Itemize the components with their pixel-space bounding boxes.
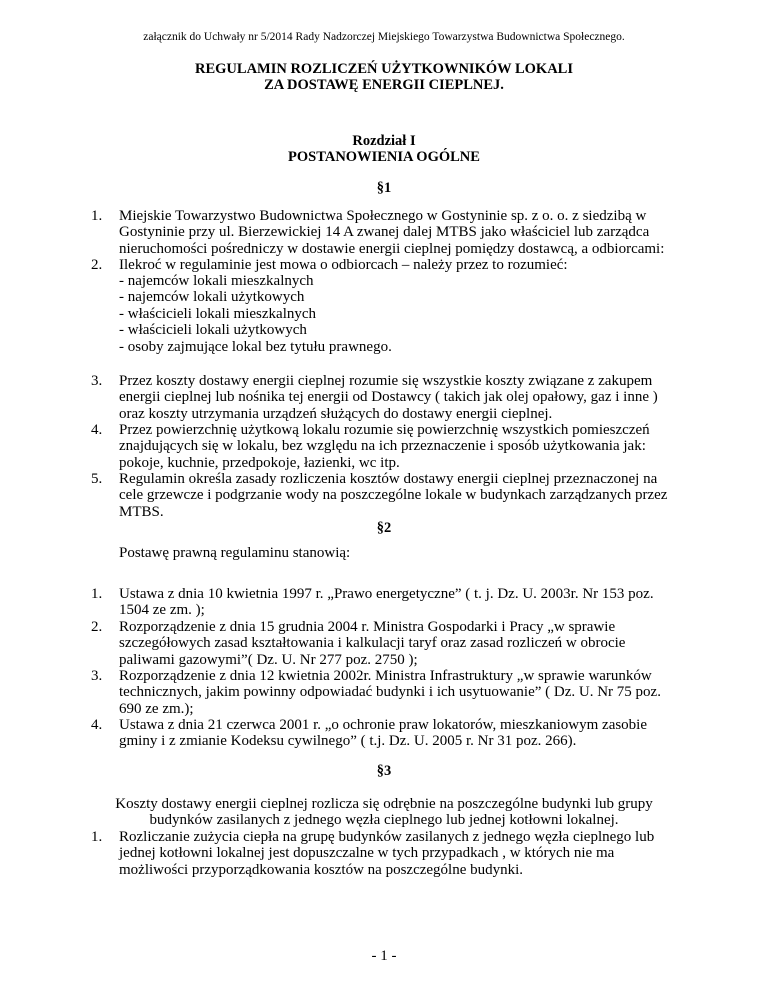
recipient-item: - właścicieli lokali użytkowych [119,322,307,339]
item-text [119,422,689,471]
text-line: Miejskie Towarzystwo Budownictwa Społecznego w Gostyninie sp. z o. o. z siedzibą w [119,208,647,224]
text-line: energii cieplnej lub nośnika tej energii od Dostawcy ( takich jak olej opałowy, gaz i inne ) [119,389,658,406]
item-number: 3. [91,373,103,389]
section-2-heading: §2 [376,520,392,536]
recipient-item: - osoby zajmujące lokal bez tytułu prawnego. [119,338,392,355]
text-line: oraz koszty utrzymania urządzeń służących do dostawy energii cieplnej. [119,405,553,422]
item-text [119,619,689,668]
title-line-1: REGULAMIN ROZLICZEŃ UŻYTKOWNIKÓW LOKALI [195,61,573,77]
section-1-heading: §1 [376,180,392,196]
chapter-heading [0,133,768,165]
item-number: 2. [91,619,103,635]
text-line: budynków zasilanych z jednego węzła cieplnego lub jednej kotłowni lokalnej. [149,812,619,829]
text-line: znajdujących się w lokalu, bez względu na ich przeznaczenie i sposób użytkowania jak: [119,438,646,455]
recipient-item: - właścicieli lokali mieszkalnych [119,305,317,322]
page-number: - 1 - [371,948,397,964]
chapter-label: Rozdział I [352,133,416,149]
item-text [119,208,689,257]
title-line-2: ZA DOSTAWĘ ENERGII CIEPLNEJ. [264,77,504,93]
chapter-name: POSTANOWIENIA OGÓLNE [288,149,480,165]
item-number: 1. [91,586,103,602]
item-text [119,257,689,273]
text-line: paliwami gazowymi”( Dz. U. Nr 277 poz. 2750 ); [119,651,418,668]
text-line: Przez koszty dostawy energii cieplnej rozumie się wszystkie koszty związane z zakupem [119,373,653,389]
item-number: 4. [91,422,103,438]
item-number: 1. [91,208,103,224]
text-line: 1504 ze zm. ); [119,602,205,619]
item-number: 1. [91,829,103,845]
text-line: Rozliczanie zużycia ciepła na grupę budynków zasilanych z jednego węzła cieplnego lub [119,829,655,845]
item-text [119,586,689,619]
item-text [119,471,689,520]
text-line: Rozporządzenie z dnia 15 grudnia 2004 r. Ministra Gospodarki i Pracy „w sprawie [119,619,616,635]
item-number: 5. [91,471,103,487]
item-number: 4. [91,717,103,733]
recipient-list [119,273,392,355]
header-note: załącznik do Uchwały nr 5/2014 Rady Nadzorczej Miejskiego Towarzystwa Budownictwa Społecznego. [143,31,625,43]
text-line: Ustawa z dnia 21 czerwca 2001 r. „o ochronie praw lokatorów, mieszkaniowym zasobie [119,717,648,733]
item-text [119,717,689,750]
item-number: 2. [91,257,103,273]
text-line: gminy i z zmianie Kodeksu cywilnego” ( t.j. Dz. U. 2005 r. Nr 31 poz. 266). [119,733,577,750]
text-line: Ilekroć w regulaminie jest mowa o odbiorcach – należy przez to rozumieć: [119,257,568,273]
item-text [119,373,689,422]
document-title [0,61,768,93]
text-line: Ustawa z dnia 10 kwietnia 1997 r. „Prawo energetyczne” ( t. j. Dz. U. 2003r. Nr 153 poz. [119,586,654,602]
item-number: 3. [91,668,103,684]
text-line: nieruchomości pośredniczy w dostawie energii cieplnej pomiędzy dostawcą, a odbiorcami: [119,240,665,257]
section-2-intro: Postawę prawną regulaminu stanowią: [119,545,351,561]
recipient-item: - najemców lokali użytkowych [119,289,305,306]
item-text [119,668,689,717]
text-line: technicznych, jakim powinny odpowiadać budynki i ich usytuowanie” ( Dz. U. Nr 75 poz. [119,684,661,701]
recipient-item: - najemców lokali mieszkalnych [119,273,314,289]
section-3-heading: §3 [376,763,392,779]
section-3-intro [0,796,768,829]
text-line: MTBS. [119,503,164,520]
text-line: jednej kotłowni lokalnej jest dopuszczalne w tych przypadkach , w których nie ma [119,845,615,862]
text-line: cele grzewcze i podgrzanie wody na poszczególne lokale w budynkach zarządzanych przez [119,487,668,504]
text-line: szczegółowych zasad kształtowania i kalkulacji taryf oraz zasad rozliczeń w obrocie [119,635,626,652]
text-line: Przez powierzchnię użytkową lokalu rozumie się powierzchnię wszystkich pomieszczeń [119,422,650,438]
item-text [119,829,689,878]
text-line: pokoje, kuchnie, przedpokoje, łazienki, wc itp. [119,454,400,471]
text-line: 690 ze zm.); [119,700,194,717]
text-line: możliwości przyporządkowania kosztów na poszczególne budynki. [119,861,524,878]
text-line: Rozporządzenie z dnia 12 kwietnia 2002r. Ministra Infrastruktury „w sprawie warunków [119,668,652,684]
text-line: Koszty dostawy energii cieplnej rozlicza się odrębnie na poszczególne budynki lub grupy [115,796,653,812]
text-line: Gostyninie przy ul. Bierzewickiej 14 A zwanej dalej MTBS jako właściciel lub zarządca [119,224,650,241]
text-line: Regulamin określa zasady rozliczenia kosztów dostawy energii cieplnej przeznaczonej na [119,471,658,487]
